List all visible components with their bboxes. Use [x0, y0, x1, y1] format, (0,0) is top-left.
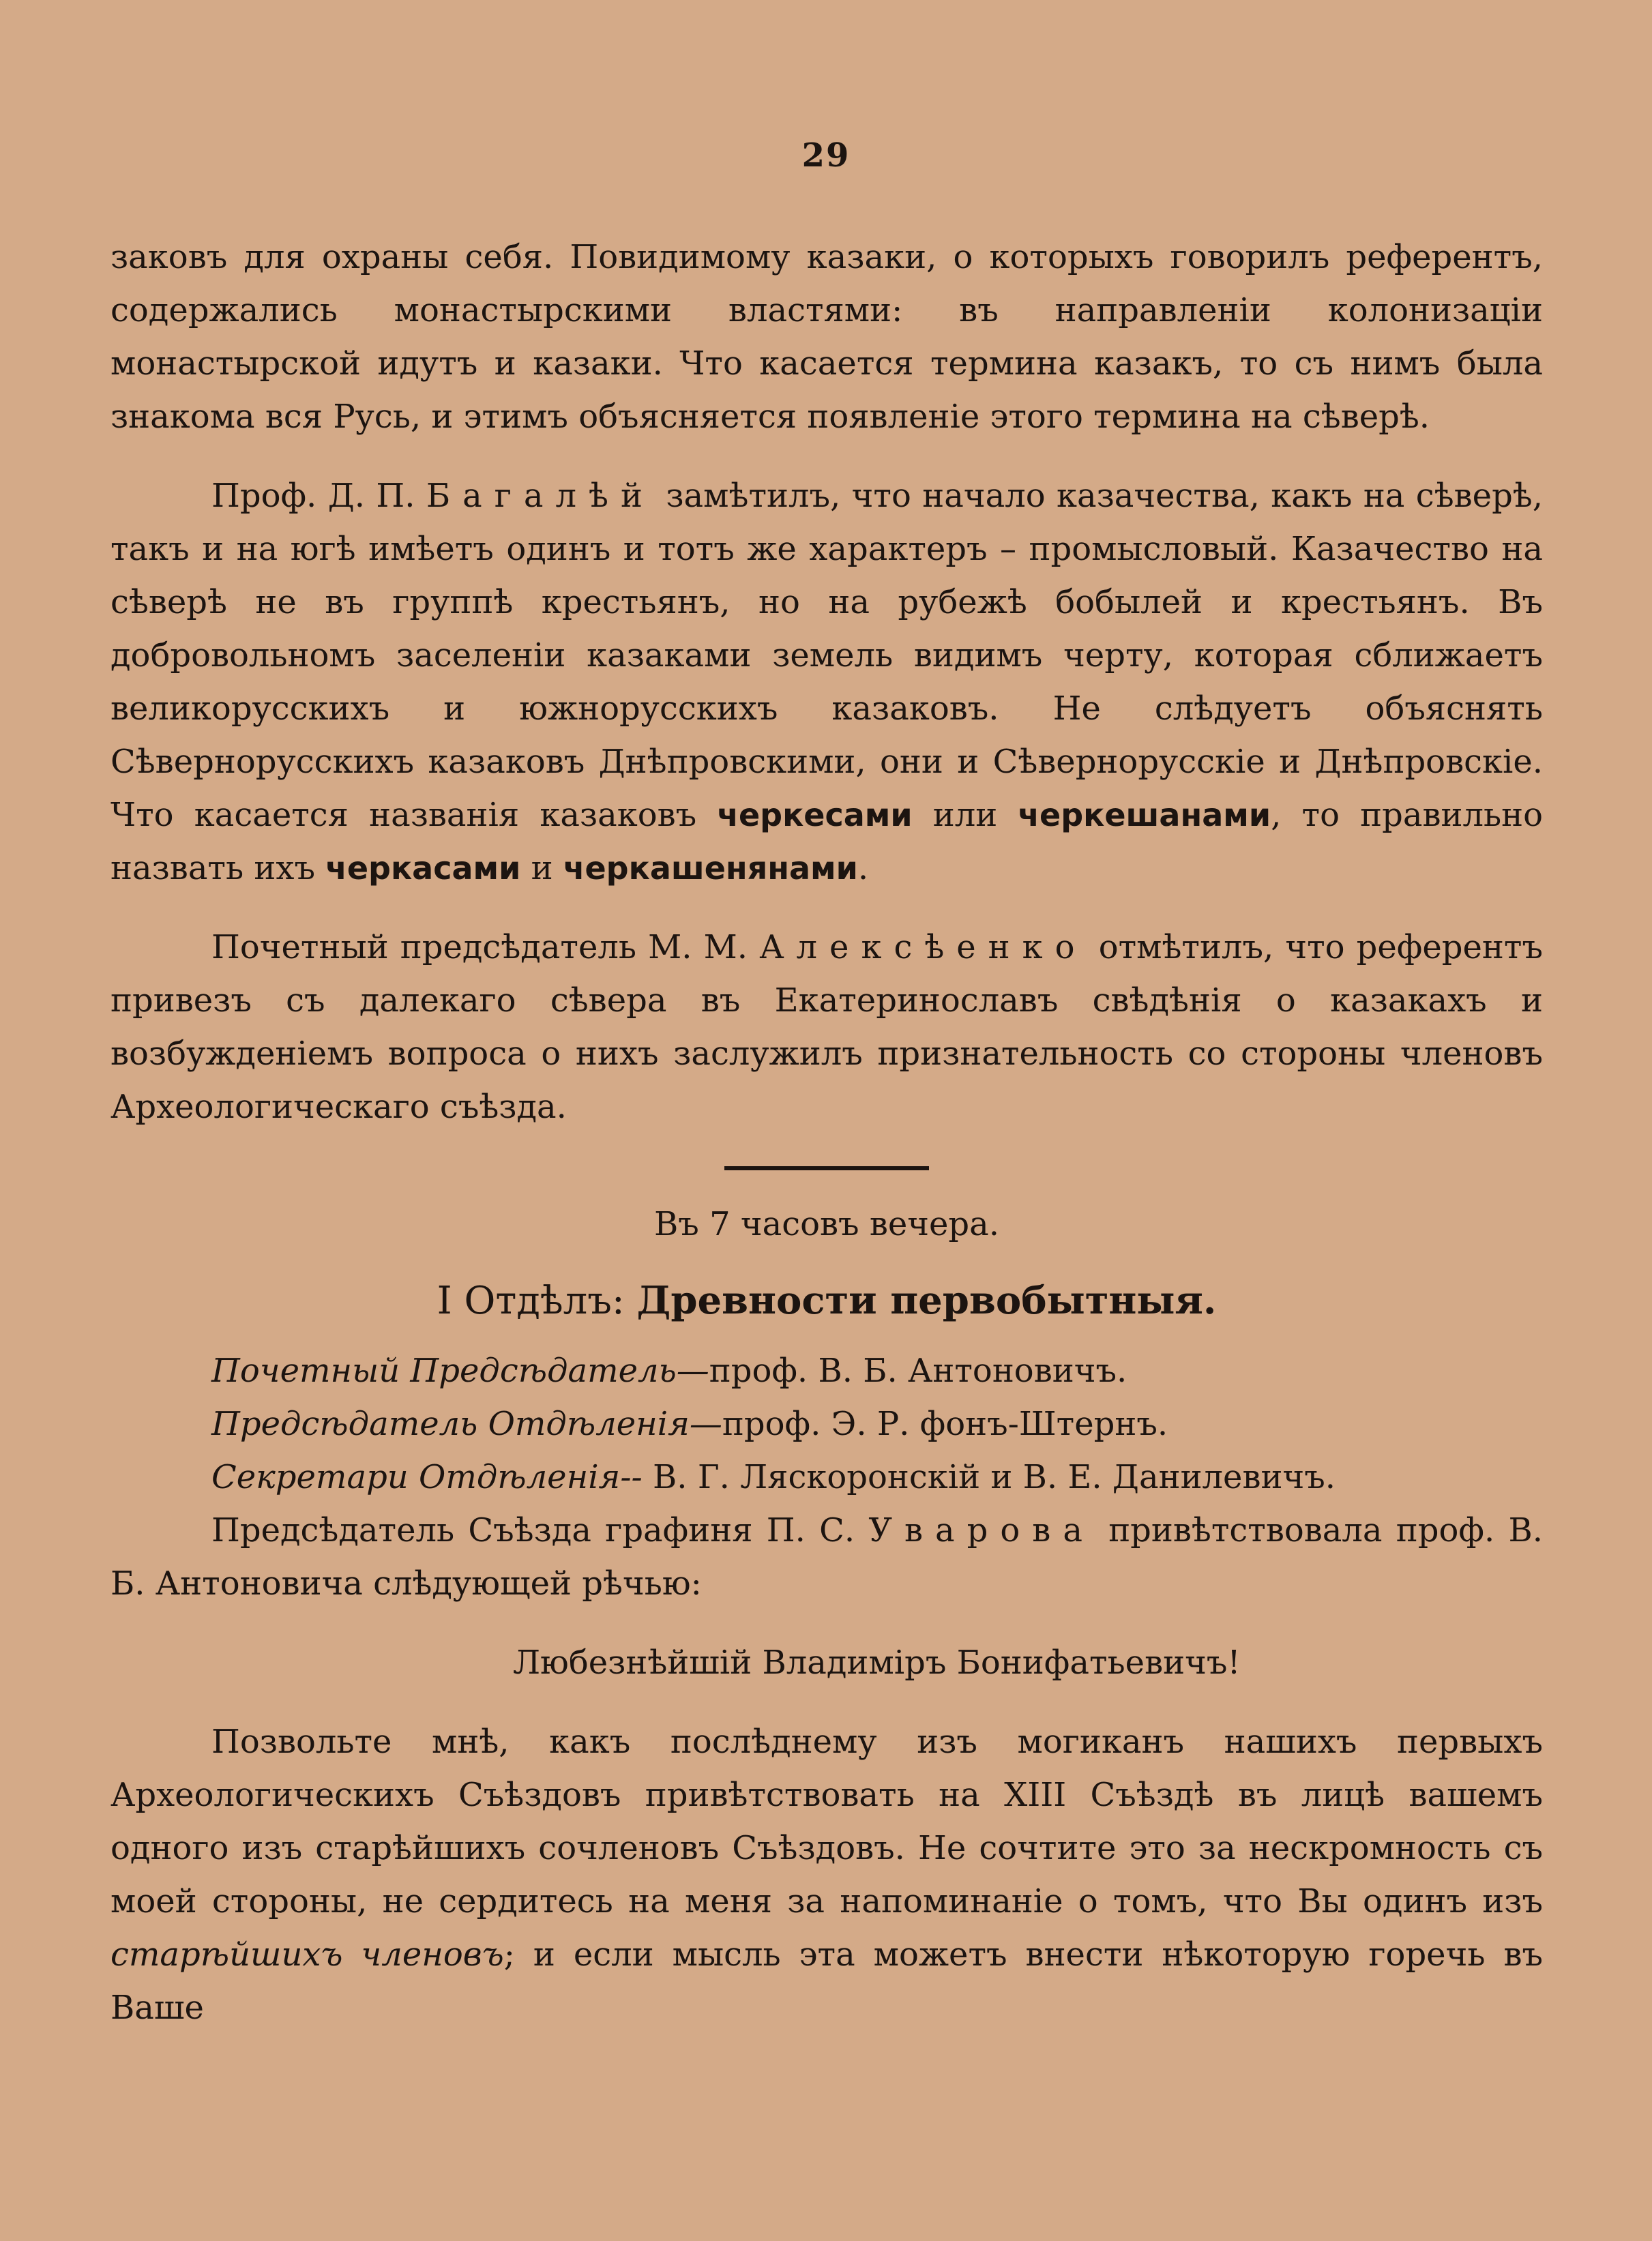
section-title: Древности первобытныя.: [636, 1278, 1217, 1323]
paragraph-2-end: .: [857, 849, 869, 887]
role-person: проф. В. Б. Антоновичъ.: [709, 1352, 1127, 1390]
page-number: 29: [801, 136, 851, 175]
paragraph-2-intro: Проф. Д. П.: [211, 477, 415, 515]
paragraph-3: [110, 921, 1543, 1133]
paragraph-2: [110, 469, 1543, 895]
term-cherkesami: черкесами: [717, 797, 913, 833]
role-separator: --: [620, 1458, 653, 1496]
paragraph-2-or: или: [932, 796, 998, 834]
role-person: В. Г. Ляскоронскій и В. Е. Данилевичъ.: [653, 1458, 1336, 1496]
time-heading: Въ 7 часовъ вечера.: [654, 1205, 999, 1243]
term-cherkasami: черкасами: [325, 850, 521, 887]
paragraph-3-text: отмѣтилъ, что референтъ привезъ съ далекаго сѣвера въ Екатеринославъ свѣдѣнія о казакахъ и возбужденіемъ вопроса о нихъ заслужилъ признательность со стороны членовъ Археологическаго съѣзда.: [110, 928, 1543, 1126]
term-cherkeshanami: черкешанами: [1018, 797, 1271, 833]
paragraph-5-text: Позвольте мнѣ, какъ послѣднему изъ могиканъ нашихъ первыхъ Археологическихъ Съѣздовъ привѣтствовать на XIII Съѣздѣ въ лицѣ вашемъ одного изъ старѣйшихъ сочленовъ Съѣздовъ. Не сочтите это за нескромность съ моей стороны, не сердитесь на меня за напоминаніе о томъ, что Вы одинъ изъ: [110, 1723, 1543, 1920]
role-title: Предсѣдатель Отдѣленія: [211, 1405, 690, 1443]
page-body: [110, 231, 1543, 2034]
paragraph-5: [110, 1715, 1543, 2034]
speaker-name-alekseenko: Алексѣенко: [759, 928, 1087, 966]
paragraph-5-end: ; и если мысль эта можетъ внести нѣкоторую горечь въ Ваше: [110, 1935, 1544, 2027]
paragraph-1: заковъ для охраны себя. Повидимому казаки, о которыхъ говорилъ референтъ, содержались монастырскими властями: въ направленіи колонизаціи монастырской идутъ и казаки. Что касается термина казакъ, то съ нимъ была знакома вся Русь, и этимъ объясняется появленіе этого термина на сѣверѣ.: [110, 238, 1543, 436]
role-person: проф. Э. Р. фонъ-Штернъ.: [722, 1405, 1168, 1443]
paragraph-4-text: привѣтствовала проф. В. Б. Антоновича слѣдующей рѣчью:: [110, 1511, 1543, 1603]
role-title: Секретари Отдѣленія: [211, 1458, 621, 1496]
paragraph-2-text: замѣтилъ, что начало казачества, какъ на сѣверѣ, такъ и на югѣ имѣетъ одинъ и тотъ же характеръ – промысловый. Казачество на сѣверѣ не въ группѣ крестьянъ, но на рубежѣ бобылей и крестьянъ. Въ добровольномъ заселеніи казаками земель видимъ черту, которая сближаетъ великорусскихъ и южнорусскихъ казаковъ. Не слѣдуетъ объяснять Сѣвернорусскихъ казаковъ Днѣпровскими, они и Сѣвернорусскіе и Днѣпровскіе. Что касается названія казаковъ: [110, 477, 1543, 834]
paragraph-2-and: и: [531, 849, 553, 887]
paragraph-2-mid: , то правильно назвать ихъ: [110, 796, 1543, 887]
role-title: Почетный Предсѣдатель: [211, 1352, 677, 1390]
paragraph-5-italic: старѣйшихъ членовъ: [110, 1935, 504, 1974]
role-line: [110, 1451, 1543, 1504]
paragraph-4: [110, 1504, 1543, 1610]
paragraph-4-intro: Предсѣдатель Съѣзда графиня П. С.: [211, 1511, 855, 1549]
section-heading: [110, 1270, 1543, 1332]
speaker-name-uvarova: Уварова: [868, 1511, 1095, 1549]
role-separator: —: [676, 1352, 709, 1390]
paragraph-3-intro: Почетный предсѣдатель М. М.: [211, 928, 748, 966]
term-cherkashenyanami: черкашенянами: [563, 850, 858, 887]
salutation: Любезнѣйшій Владиміръ Бонифатьевичъ!: [513, 1644, 1241, 1682]
section-prefix: I Отдѣлъ:: [437, 1279, 625, 1323]
role-separator: —: [689, 1405, 722, 1443]
section-divider: [724, 1166, 929, 1170]
role-line: [110, 1397, 1543, 1451]
role-line: [110, 1344, 1543, 1397]
speaker-name-bagaley: Багалѣй: [426, 477, 655, 515]
